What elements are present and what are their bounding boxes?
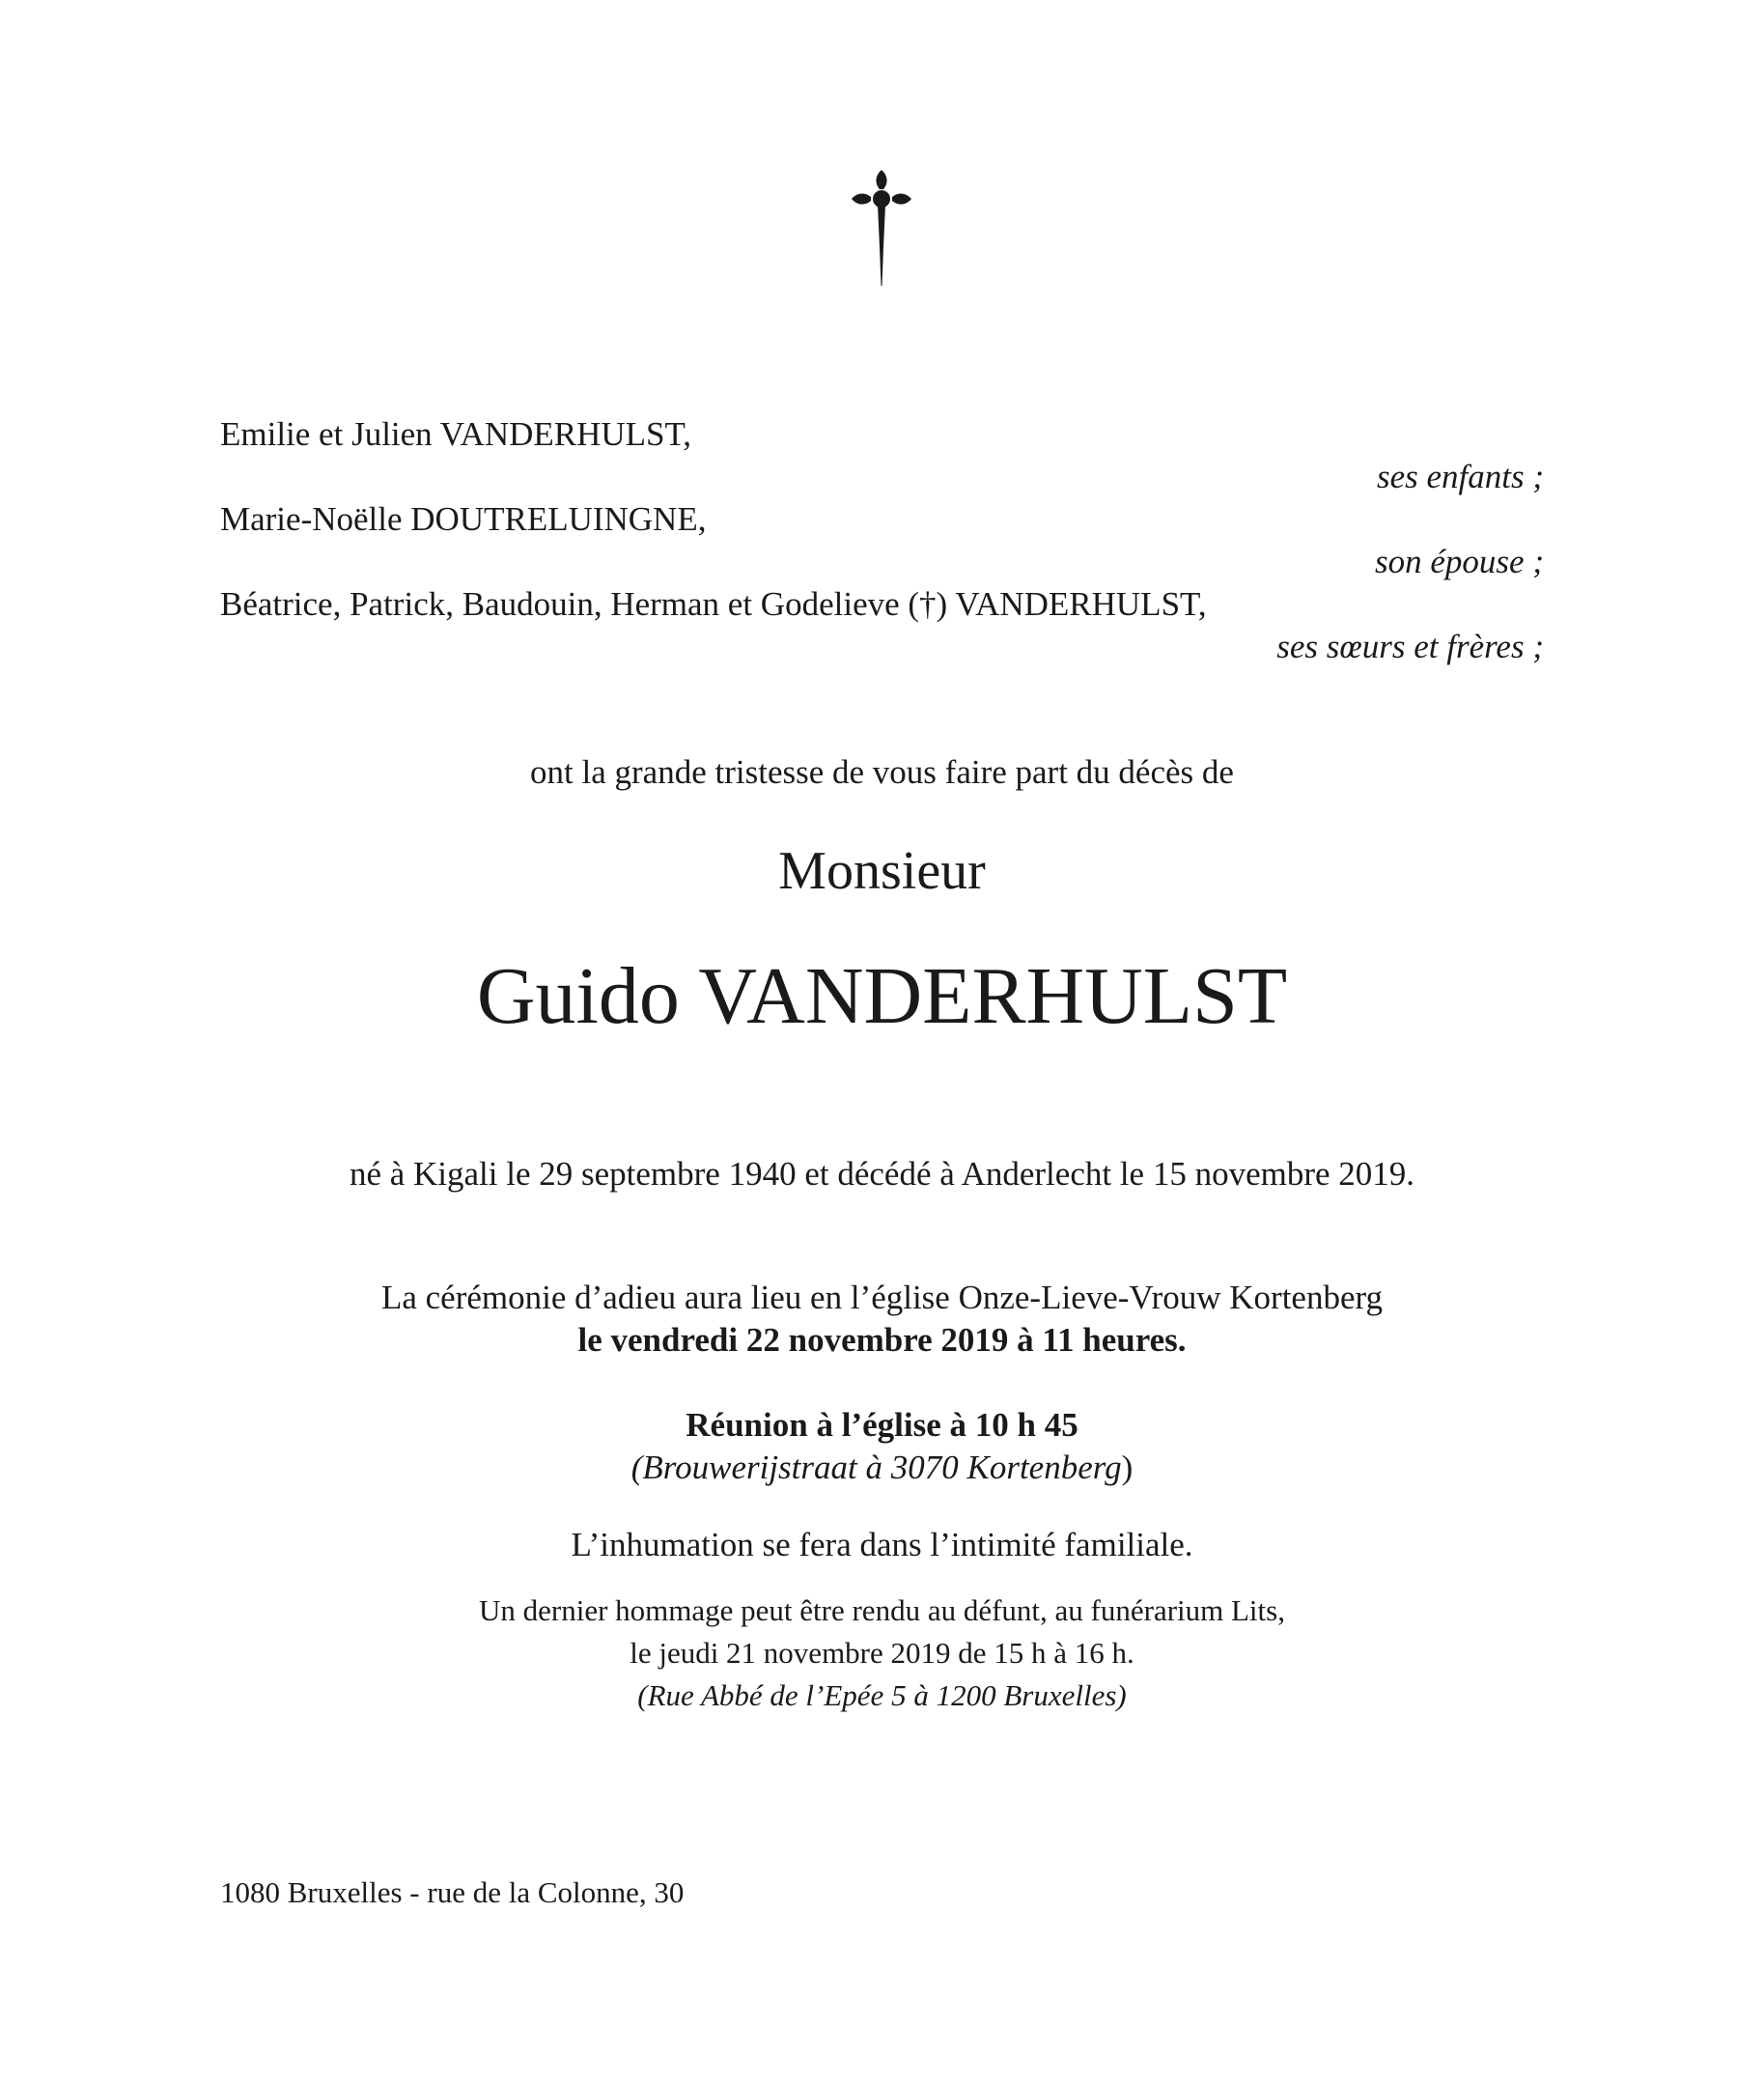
- family-relation-children: ses enfants ;: [1376, 458, 1544, 495]
- meeting-time: Réunion à l’église à 10 h 45: [686, 1406, 1078, 1444]
- life-dates: né à Kigali le 29 septembre 1940 et décédé à Anderlecht le 15 novembre 2019.: [349, 1155, 1415, 1193]
- deceased-name: Guido VANDERHULST: [476, 951, 1288, 1041]
- announcement-text: ont la grande tristesse de vous faire part du décès de: [530, 753, 1234, 791]
- family-relation-spouse: son épouse ;: [1375, 543, 1544, 580]
- family-names-children: Emilie et Julien VANDERHULST,: [220, 415, 692, 453]
- church-address: [0, 1450, 1764, 1484]
- homage-line-1: Un dernier hommage peut être rendu au défunt, au funérarium Lits,: [479, 1593, 1285, 1627]
- church-address-text: (Brouwerijstraat à 3070 Kortenberg: [630, 1449, 1122, 1486]
- burial-note: L’inhumation se fera dans l’intimité familiale.: [571, 1526, 1193, 1563]
- family-names-spouse: Marie-Noëlle DOUTRELUINGNE,: [220, 500, 707, 538]
- church-address-close: ): [1121, 1449, 1134, 1486]
- ceremony-location: La cérémonie d’adieu aura lieu en l’église Onze-Lieve-Vrouw Kortenberg: [380, 1279, 1384, 1316]
- family-names-siblings: Béatrice, Patrick, Baudouin, Herman et Godelieve (†) VANDERHULST,: [220, 585, 1207, 623]
- family-relation-siblings: ses sœurs et frères ;: [1276, 628, 1544, 665]
- funerarium-address: (Rue Abbé de l’Epée 5 à 1200 Bruxelles): [637, 1678, 1127, 1712]
- ornamental-cross-icon: [852, 170, 911, 286]
- ceremony-date: le vendredi 22 novembre 2019 à 11 heures.: [577, 1321, 1187, 1359]
- homage-line-2: le jeudi 21 novembre 2019 de 15 h à 16 h.: [630, 1636, 1134, 1670]
- deceased-honorific: Monsieur: [778, 841, 986, 901]
- footer-address: 1080 Bruxelles - rue de la Colonne, 30: [220, 1875, 685, 1909]
